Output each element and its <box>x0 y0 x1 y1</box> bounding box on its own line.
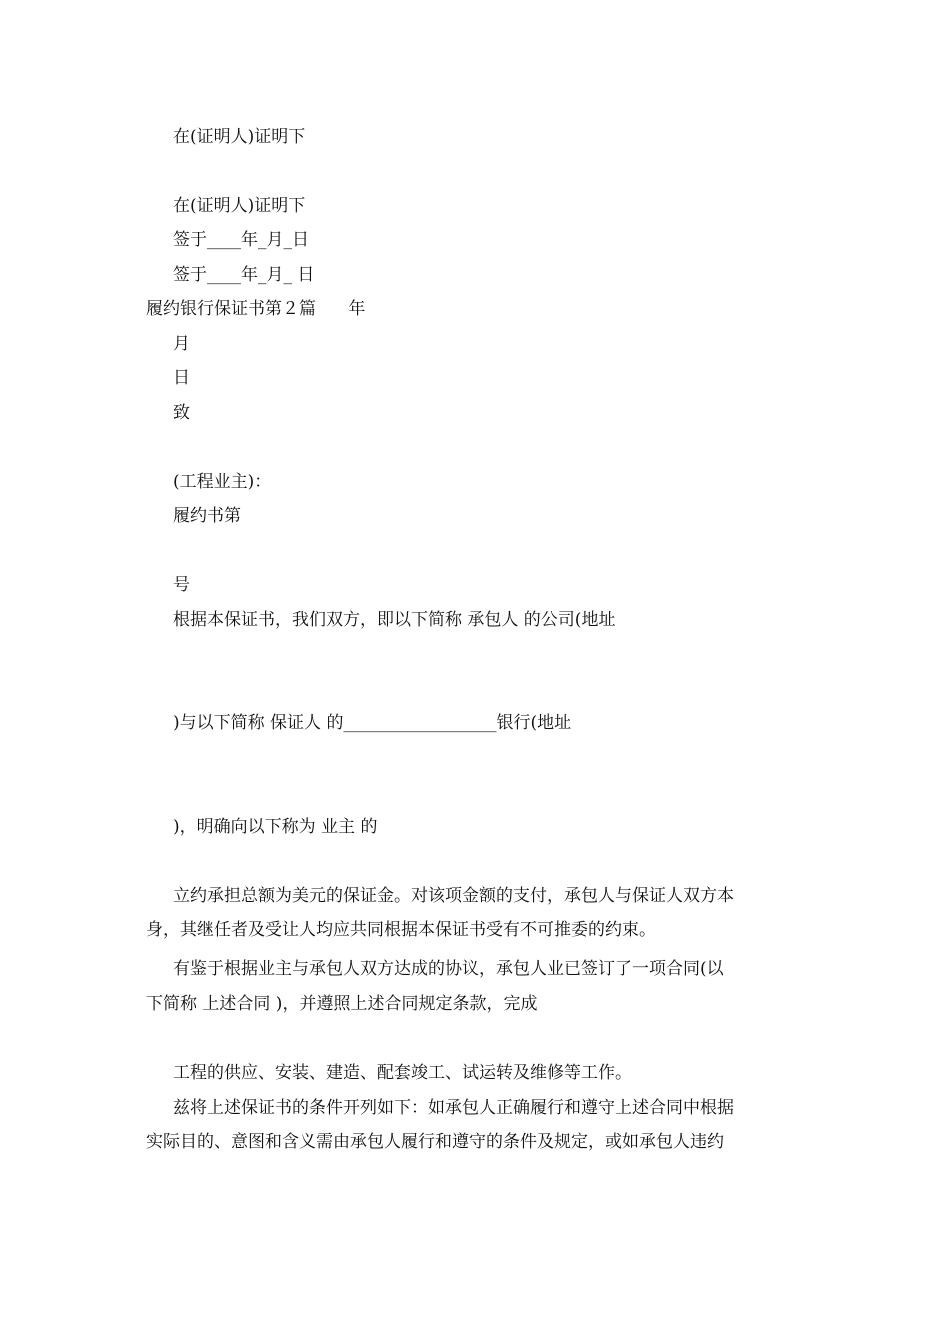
witness-line-2: 在(证明人)证明下 <box>173 196 306 216</box>
paragraph-agreement-line-2: 下简称 上述合同 )，并遵照上述合同规定条款，完成 <box>146 994 538 1014</box>
paragraph-agreement-line-1: 有鉴于根据业主与承包人双方达成的协议，承包人业已签订了一项合同(以 <box>173 959 724 979</box>
paragraph-contractor: 根据本保证书，我们双方，即以下简称 承包人 的公司(地址 <box>173 610 616 630</box>
section-title: 履约银行保证书第２篇 年 <box>146 299 366 319</box>
paragraph-guarantor: )与以下简称 保证人 的__________________银行(地址 <box>173 713 572 733</box>
paragraph-employer: )，明确向以下称为 业主 的 <box>173 817 378 837</box>
paragraph-amount-line-2: 身，其继任者及受让人均应共同根据本保证书受有不可推委的约束。 <box>146 920 656 940</box>
witness-line-1: 在(证明人)证明下 <box>173 127 306 147</box>
month-label: 月 <box>173 334 190 354</box>
contract-number-label: 履约书第 <box>173 506 241 526</box>
paragraph-amount-line-1: 立约承担总额为美元的保证金。对该项金额的支付，承包人与保证人双方本 <box>173 886 734 906</box>
signed-date-line-1: 签于____年_月_日 <box>173 230 309 250</box>
employer-label: (工程业主)： <box>173 472 272 492</box>
signed-date-line-2: 签于____年_月_ 日 <box>173 265 315 285</box>
paragraph-conditions-line-1: 兹将上述保证书的条件开列如下：如承包人正确履行和遵守上述合同中根据 <box>173 1098 734 1118</box>
paragraph-conditions-line-2: 实际目的、意图和含义需由承包人履行和遵守的条件及规定，或如承包人违约 <box>146 1132 724 1152</box>
paragraph-works: 工程的供应、安装、建造、配套竣工、试运转及维修等工作。 <box>173 1063 632 1083</box>
day-label: 日 <box>173 368 190 388</box>
salutation-to: 致 <box>173 403 190 423</box>
number-suffix: 号 <box>173 575 190 595</box>
